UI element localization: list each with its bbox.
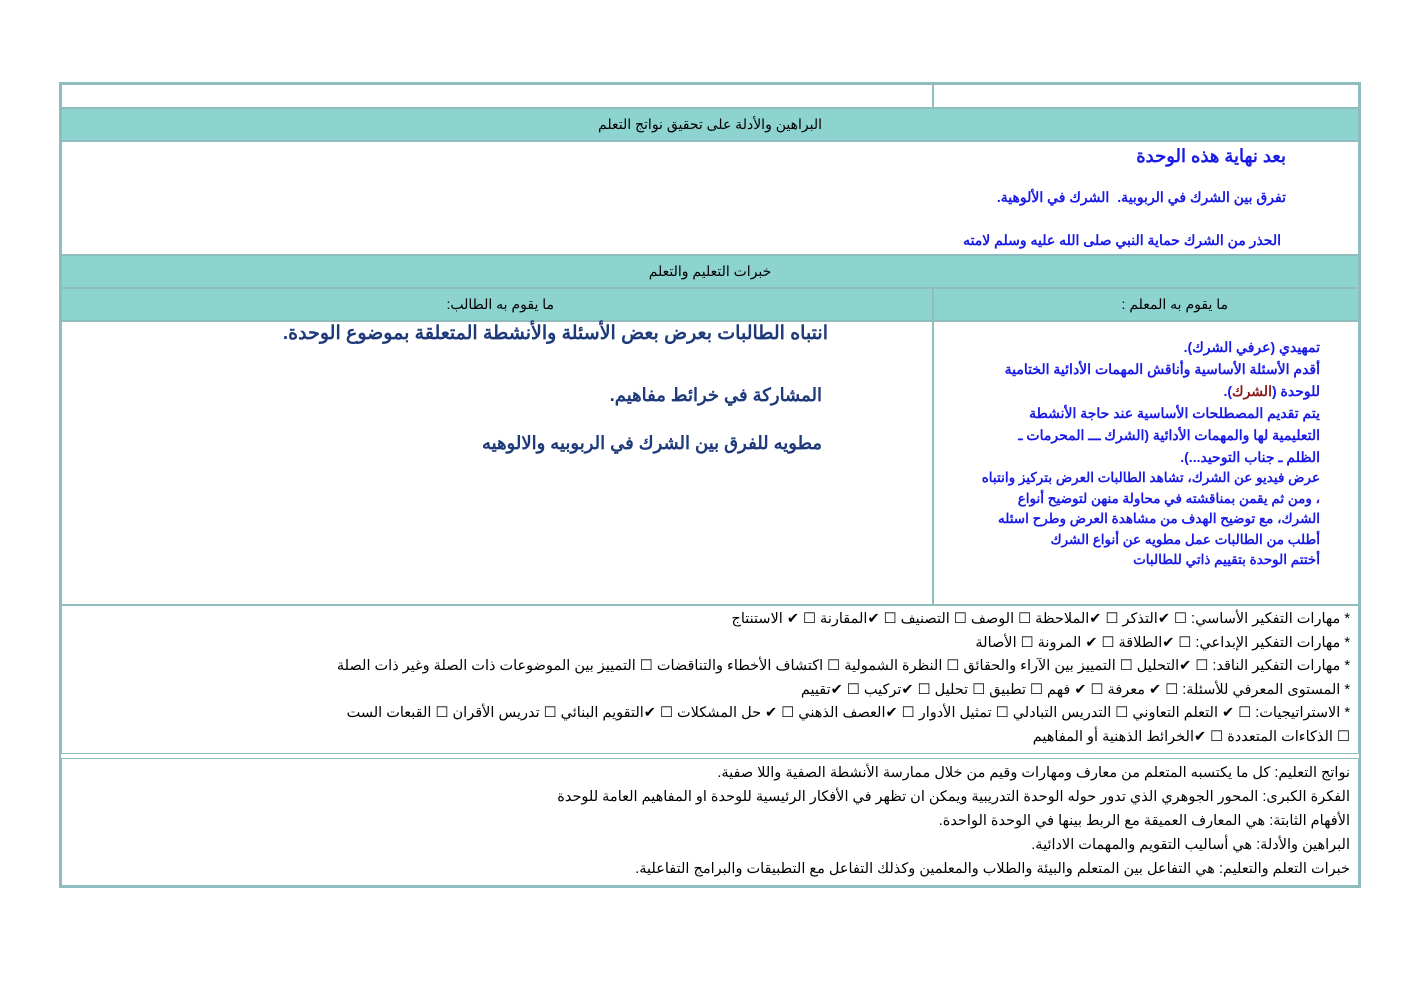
definition-line: البراهين والأدلة: هي أساليب التقويم والمهمات الادائية. <box>1031 837 1350 853</box>
teacher-line: الظلم ـ جناب التوحيد...). <box>1180 449 1320 465</box>
student-line: مطويه للفرق بين الشرك في الربوبيه والالوهيه <box>481 433 822 453</box>
teacher-header: ما يقوم به المعلم : <box>933 288 1359 321</box>
skills-line: * مهارات التفكير الناقد: ☐ ✔التحليل ☐ التمييز بين الآراء والحقائق ☐ النظرة الشمولية ☐ اكتشاف الأخطاء والتناقضات ☐ التمييز بين الموضوعات ذات الصلة وغير ذات الصلة <box>336 658 1350 674</box>
definitions-cell <box>61 758 1359 886</box>
definition-line: الأفهام الثابتة: هي المعارف العميقة مع الربط بينها في الوحدة الواحدة. <box>938 813 1350 829</box>
thinking-skills-cell <box>61 605 1359 754</box>
experiences-header: خبرات التعليم والتعلم <box>61 255 1359 288</box>
learning-outcomes-cell <box>61 141 1359 255</box>
skills-line: * مهارات التفكير الإبداعي: ☐ ✔الطلاقة ☐ ✔ المرونة ☐ الأصالة <box>975 634 1350 651</box>
evidence-header: البراهين والأدلة على تحقيق نواتج التعلم <box>61 108 1359 141</box>
outcome-line-1: تفرق بين الشرك في الربوبية.الشرك في الألوهية. <box>996 189 1286 205</box>
teacher-line: للوحدة (الشرك). <box>1223 383 1320 399</box>
teacher-line: أختتم الوحدة بتقييم ذاتي للطالبات <box>1133 552 1320 567</box>
definition-line: خبرات التعلم والتعليم: هي التفاعل بين المتعلم والبيئة والطلاب والمعلمين وكذلك التفاعل مع التطبيقات والبرامج التفاعلية. <box>635 861 1350 877</box>
outcome-line-2: الحذر من الشرك حماية النبي صلى الله عليه وسلم لامته <box>963 232 1281 248</box>
teacher-line: ، ومن ثم يقمن بمناقشته في محاولة منهن لتوضيح أنواع <box>1017 490 1320 506</box>
student-activities-cell <box>61 321 933 605</box>
skills-line: ☐ الذكاءات المتعددة ☐ ✔الخرائط الذهنية أو المفاهيم <box>1032 728 1350 745</box>
teacher-activities-cell <box>933 321 1359 605</box>
teacher-line: أطلب من الطالبات عمل مطويه عن أنواع الشرك <box>1050 531 1320 547</box>
student-line: انتباه الطالبات بعرض بعض الأسئلة والأنشطة المتعلقة بموضوع الوحدة. <box>282 323 828 344</box>
empty-cell-left <box>61 84 933 108</box>
student-header: ما يقوم به الطالب: <box>61 288 933 321</box>
student-line: المشاركة في خرائط مفاهيم. <box>609 385 822 405</box>
skills-line: * مهارات التفكير الأساسي: ☐ ✔التذكر ☐ ✔الملاحظة ☐ الوصف ☐ التصنيف ☐ ✔المقارنة ☐ ✔ الاستنتاج <box>731 611 1350 627</box>
skills-line: * المستوى المعرفي للأسئلة: ☐ ✔ معرفة ☐ ✔ فهم ☐ تطبيق ☐ تحليل ☐ ✔تركيب ☐ ✔تقييم <box>800 681 1350 698</box>
teacher-line: عرض فيديو عن الشرك، تشاهد الطالبات العرض بتركيز وانتباه <box>981 470 1320 485</box>
definition-line: نواتج التعليم: كل ما يكتسبه المتعلم من معارف ومهارات وقيم من خلال ممارسة الأنشطة الصفية واللا صفية. <box>717 765 1350 781</box>
teacher-line: التعليمية لها والمهمات الأدائية (الشرك ـــ المحرمات ـ <box>1018 427 1320 443</box>
definition-line: الفكرة الكبرى: المحور الجوهري الذي تدور حوله الوحدة التدريبية ويمكن ان تظهر في الأفكار الرئيسية للوحدة او المفاهيم العامة للوحدة <box>557 789 1350 805</box>
outcomes-title: بعد نهاية هذه الوحدة <box>1136 146 1286 166</box>
unit-plan-document <box>59 82 1361 888</box>
teacher-line: يتم تقديم المصطلحات الأساسية عند حاجة الأنشطة <box>1029 405 1320 421</box>
plan-table <box>59 82 1361 888</box>
teacher-line: الشرك، مع توضيح الهدف من مشاهدة العرض وطرح اسئله <box>997 511 1320 526</box>
skills-line: * الاستراتيجيات: ☐ ✔ التعلم التعاوني ☐ التدريس التبادلي ☐ تمثيل الأدوار ☐ ✔العصف الذهني ☐ ✔ حل المشكلات ☐ ✔التقويم البنائي ☐ تدريس الأقران ☐ القبعات الست <box>346 705 1350 721</box>
teacher-line: أقدم الأسئلة الأساسية وأناقش المهمات الأدائية الختامية <box>1004 361 1320 377</box>
teacher-line: تمهيدي (عرفي الشرك). <box>1183 339 1320 355</box>
empty-cell-right <box>933 84 1359 108</box>
